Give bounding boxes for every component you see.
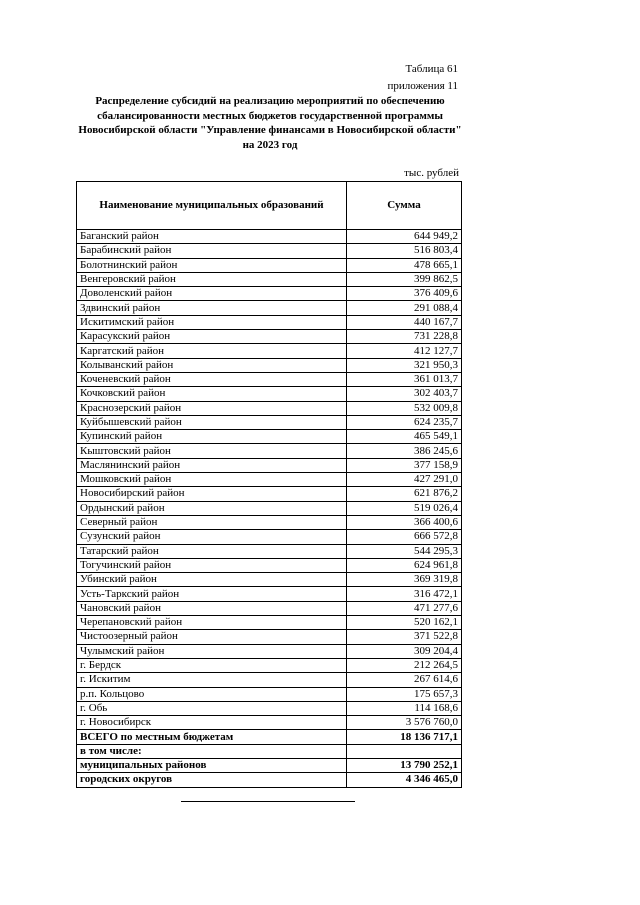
- table-row: [77, 301, 462, 315]
- table-row: [77, 601, 462, 615]
- table-row: [77, 501, 462, 515]
- table-row: [77, 730, 462, 744]
- table-row: [77, 758, 462, 772]
- table-row: [77, 773, 462, 787]
- sum-cell: 471 277,6: [347, 601, 462, 615]
- table-row: [77, 358, 462, 372]
- municipality-name-cell: Искитимский район: [77, 315, 347, 329]
- municipality-name-cell: муниципальных районов: [77, 758, 347, 772]
- table-row: [77, 258, 462, 272]
- sum-cell: 624 235,7: [347, 415, 462, 429]
- table-row: [77, 544, 462, 558]
- table-body: [77, 230, 462, 788]
- sum-cell: 478 665,1: [347, 258, 462, 272]
- sum-cell: 18 136 717,1: [347, 730, 462, 744]
- table-row: [77, 430, 462, 444]
- municipality-name-cell: Барабинский район: [77, 244, 347, 258]
- sum-cell: 516 803,4: [347, 244, 462, 258]
- municipality-name-cell: Чановский район: [77, 601, 347, 615]
- table-row: [77, 372, 462, 386]
- table-row: [77, 487, 462, 501]
- table-row: [77, 616, 462, 630]
- column-header-name: Наименование муниципальных образований: [77, 182, 347, 230]
- table-row: [77, 244, 462, 258]
- municipality-name-cell: Баганский район: [77, 230, 347, 244]
- table-row: [77, 630, 462, 644]
- table-row: [77, 644, 462, 658]
- municipality-name-cell: Татарский район: [77, 544, 347, 558]
- sum-cell: 321 950,3: [347, 358, 462, 372]
- sum-cell: 731 228,8: [347, 330, 462, 344]
- table-number: Таблица 61: [405, 63, 458, 75]
- table-row: [77, 701, 462, 715]
- sum-cell: 4 346 465,0: [347, 773, 462, 787]
- sum-cell: 309 204,4: [347, 644, 462, 658]
- column-header-sum: Сумма: [347, 182, 462, 230]
- sum-cell: 520 162,1: [347, 616, 462, 630]
- sum-cell: 114 168,6: [347, 701, 462, 715]
- municipality-name-cell: р.п. Кольцово: [77, 687, 347, 701]
- sum-cell: 544 295,3: [347, 544, 462, 558]
- table-row: [77, 415, 462, 429]
- sum-cell: 621 876,2: [347, 487, 462, 501]
- table-row: [77, 473, 462, 487]
- sum-cell: 361 013,7: [347, 372, 462, 386]
- sum-cell: 3 576 760,0: [347, 716, 462, 730]
- municipality-name-cell: Убинский район: [77, 573, 347, 587]
- municipality-name-cell: Маслянинский район: [77, 458, 347, 472]
- table-row: [77, 444, 462, 458]
- document-title: Распределение субсидий на реализацию мероприятий по обеспечению сбалансированности местных бюджетов государственной программы Новосибирской области "Управление финансами в Новосибирской области" на 2023 год: [78, 95, 462, 151]
- municipality-name-cell: Каргатский район: [77, 344, 347, 358]
- municipality-name-cell: Усть-Таркский район: [77, 587, 347, 601]
- sum-cell: 212 264,5: [347, 658, 462, 672]
- table-row: [77, 287, 462, 301]
- sum-cell: 465 549,1: [347, 430, 462, 444]
- municipality-name-cell: Карасукский район: [77, 330, 347, 344]
- sum-cell: 519 026,4: [347, 501, 462, 515]
- table-row: [77, 530, 462, 544]
- sum-cell: 316 472,1: [347, 587, 462, 601]
- sum-cell: 532 009,8: [347, 401, 462, 415]
- bottom-divider: [181, 801, 355, 802]
- table-header-row: [77, 182, 462, 230]
- table-row: [77, 673, 462, 687]
- municipality-name-cell: Кочковский район: [77, 387, 347, 401]
- sum-cell: 376 409,6: [347, 287, 462, 301]
- sum-cell: 386 245,6: [347, 444, 462, 458]
- sum-cell: 13 790 252,1: [347, 758, 462, 772]
- municipality-name-cell: Мошковский район: [77, 473, 347, 487]
- table-row: [77, 658, 462, 672]
- sum-cell: [347, 744, 462, 758]
- municipality-name-cell: Чулымский район: [77, 644, 347, 658]
- sum-cell: 366 400,6: [347, 515, 462, 529]
- table-row: [77, 587, 462, 601]
- sum-cell: 624 961,8: [347, 558, 462, 572]
- table-row: [77, 344, 462, 358]
- municipality-name-cell: Болотнинский район: [77, 258, 347, 272]
- sum-cell: 377 158,9: [347, 458, 462, 472]
- sum-cell: 267 614,6: [347, 673, 462, 687]
- sum-cell: 644 949,2: [347, 230, 462, 244]
- table-row: [77, 687, 462, 701]
- municipality-name-cell: Кыштовский район: [77, 444, 347, 458]
- sum-cell: 412 127,7: [347, 344, 462, 358]
- sum-cell: 369 319,8: [347, 573, 462, 587]
- municipality-name-cell: Здвинский район: [77, 301, 347, 315]
- table-row: [77, 387, 462, 401]
- sum-cell: 175 657,3: [347, 687, 462, 701]
- sum-cell: 427 291,0: [347, 473, 462, 487]
- table-row: [77, 515, 462, 529]
- municipality-name-cell: городских округов: [77, 773, 347, 787]
- municipality-name-cell: Колыванский район: [77, 358, 347, 372]
- table-row: [77, 558, 462, 572]
- municipality-name-cell: Доволенский район: [77, 287, 347, 301]
- municipality-name-cell: Ордынский район: [77, 501, 347, 515]
- municipality-name-cell: г. Искитим: [77, 673, 347, 687]
- units-label: тыс. рублей: [404, 167, 459, 179]
- municipality-name-cell: г. Обь: [77, 701, 347, 715]
- municipality-name-cell: Краснозерский район: [77, 401, 347, 415]
- sum-cell: 399 862,5: [347, 272, 462, 286]
- table-row: [77, 315, 462, 329]
- appendix-label: приложения 11: [387, 80, 458, 92]
- municipality-name-cell: Тогучинский район: [77, 558, 347, 572]
- sum-cell: 666 572,8: [347, 530, 462, 544]
- table-row: [77, 744, 462, 758]
- municipality-name-cell: ВСЕГО по местным бюджетам: [77, 730, 347, 744]
- municipality-name-cell: г. Бердск: [77, 658, 347, 672]
- municipality-name-cell: Чистоозерный район: [77, 630, 347, 644]
- municipality-name-cell: Сузунский район: [77, 530, 347, 544]
- municipality-name-cell: Черепановский район: [77, 616, 347, 630]
- sum-cell: 302 403,7: [347, 387, 462, 401]
- municipality-name-cell: Купинский район: [77, 430, 347, 444]
- municipality-name-cell: г. Новосибирск: [77, 716, 347, 730]
- sum-cell: 440 167,7: [347, 315, 462, 329]
- sum-cell: 371 522,8: [347, 630, 462, 644]
- table-row: [77, 573, 462, 587]
- table-row: [77, 330, 462, 344]
- table-row: [77, 458, 462, 472]
- municipality-name-cell: Новосибирский район: [77, 487, 347, 501]
- municipality-name-cell: Куйбышевский район: [77, 415, 347, 429]
- table-row: [77, 272, 462, 286]
- municipality-name-cell: Венгеровский район: [77, 272, 347, 286]
- subsidy-table: [76, 181, 462, 788]
- table-row: [77, 716, 462, 730]
- table-row: [77, 401, 462, 415]
- municipality-name-cell: в том числе:: [77, 744, 347, 758]
- municipality-name-cell: Коченевский район: [77, 372, 347, 386]
- municipality-name-cell: Северный район: [77, 515, 347, 529]
- table-row: [77, 230, 462, 244]
- sum-cell: 291 088,4: [347, 301, 462, 315]
